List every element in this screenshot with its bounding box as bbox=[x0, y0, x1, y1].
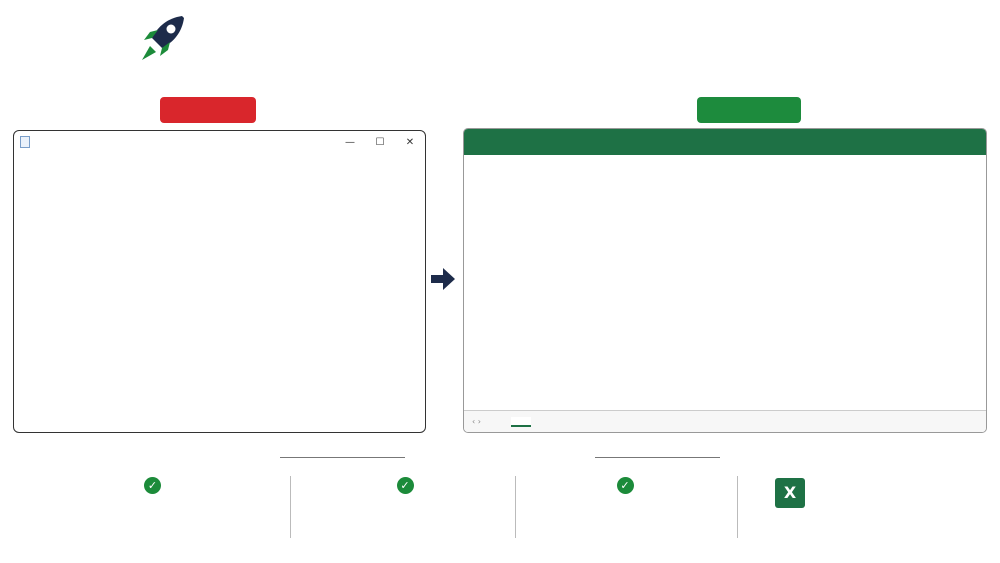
rocket-icon bbox=[138, 12, 188, 64]
feature-heading bbox=[30, 475, 275, 494]
feature-format bbox=[530, 475, 720, 555]
check-icon: ✓ bbox=[397, 477, 414, 494]
notepad-menubar bbox=[14, 153, 425, 169]
divider bbox=[515, 476, 516, 538]
divider bbox=[280, 457, 405, 458]
after-label bbox=[697, 97, 801, 123]
divider bbox=[737, 476, 738, 538]
maximize-icon[interactable]: ☐ bbox=[375, 136, 385, 148]
notepad-titlebar bbox=[14, 131, 425, 153]
divider bbox=[290, 476, 291, 538]
notepad-icon bbox=[20, 136, 30, 148]
minimize-icon[interactable]: — bbox=[345, 136, 355, 148]
hero-header bbox=[0, 0, 1000, 100]
completed-section bbox=[0, 440, 1000, 560]
before-label bbox=[160, 97, 256, 123]
feature-heading bbox=[530, 475, 720, 494]
excel-window bbox=[463, 128, 987, 433]
sheet-tab[interactable] bbox=[511, 417, 531, 427]
sheet-nav-icon[interactable]: ‹ › bbox=[472, 417, 481, 426]
close-icon[interactable]: ✕ bbox=[405, 136, 415, 148]
excel-icon: X bbox=[775, 478, 805, 508]
check-icon: ✓ bbox=[617, 477, 634, 494]
divider bbox=[595, 457, 720, 458]
notepad-text-area[interactable] bbox=[14, 169, 425, 173]
arrow-right-icon bbox=[430, 267, 456, 291]
feature-duplicates bbox=[305, 475, 505, 555]
sheet-tab-bar bbox=[464, 410, 987, 432]
check-icon: ✓ bbox=[144, 477, 161, 494]
feature-missing bbox=[30, 475, 275, 555]
feature-excel bbox=[810, 475, 960, 555]
feature-heading bbox=[305, 475, 505, 494]
excel-ribbon bbox=[464, 129, 986, 155]
notepad-window bbox=[13, 130, 426, 433]
